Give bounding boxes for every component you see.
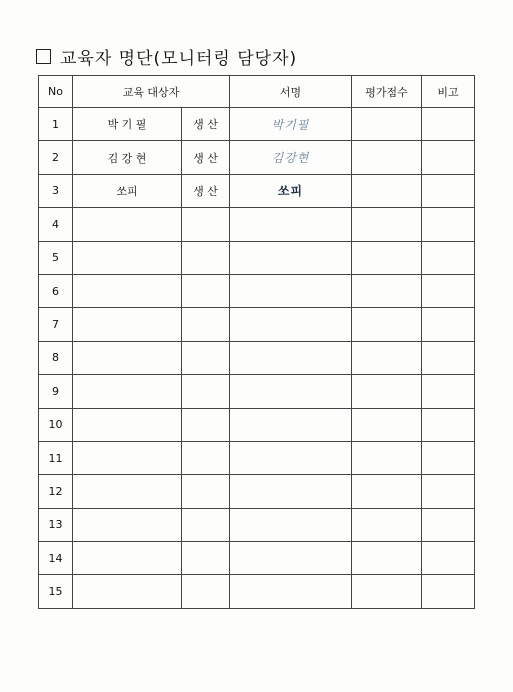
- table-row: [39, 375, 475, 408]
- row-dept: [182, 408, 230, 441]
- row-score: [352, 174, 422, 207]
- table-row: [39, 241, 475, 274]
- table-row: [39, 108, 475, 141]
- row-no: 11: [39, 441, 73, 474]
- row-name: 쏘피: [73, 174, 182, 207]
- row-dept: [182, 542, 230, 575]
- row-name: [73, 575, 182, 608]
- row-no: 7: [39, 308, 73, 341]
- row-name: [73, 441, 182, 474]
- row-note: [422, 441, 475, 474]
- table-row: [39, 542, 475, 575]
- row-note: [422, 575, 475, 608]
- row-name: [73, 375, 182, 408]
- row-no: 2: [39, 141, 73, 174]
- row-name: [73, 542, 182, 575]
- row-signature: [230, 308, 352, 341]
- row-note: [422, 208, 475, 241]
- row-dept: [182, 575, 230, 608]
- row-name: [73, 208, 182, 241]
- row-score: [352, 441, 422, 474]
- row-signature: [230, 274, 352, 307]
- row-name: [73, 475, 182, 508]
- table-row: [39, 575, 475, 608]
- row-score: [352, 341, 422, 374]
- header-score: 평가점수: [352, 76, 422, 108]
- row-no: 1: [39, 108, 73, 141]
- row-note: [422, 408, 475, 441]
- row-no: 9: [39, 375, 73, 408]
- page-title-text: 교육자 명단(모니터링 담당자): [60, 49, 298, 69]
- row-dept: [182, 375, 230, 408]
- row-score: [352, 208, 422, 241]
- table-row: [39, 475, 475, 508]
- row-score: [352, 141, 422, 174]
- row-score: [352, 575, 422, 608]
- row-note: [422, 542, 475, 575]
- row-no: 15: [39, 575, 73, 608]
- header-note: 비고: [422, 76, 475, 108]
- row-dept: [182, 341, 230, 374]
- header-signature: 서명: [230, 76, 352, 108]
- row-signature: 쏘피: [230, 174, 352, 207]
- row-signature: [230, 341, 352, 374]
- row-dept: [182, 508, 230, 541]
- row-no: 12: [39, 475, 73, 508]
- row-no: 5: [39, 241, 73, 274]
- table-row: [39, 341, 475, 374]
- row-no: 13: [39, 508, 73, 541]
- row-score: [352, 108, 422, 141]
- header-target: 교육 대상자: [73, 76, 230, 108]
- header-no: No: [39, 76, 73, 108]
- table-row: [39, 174, 475, 207]
- row-name: [73, 508, 182, 541]
- row-dept: [182, 308, 230, 341]
- row-note: [422, 475, 475, 508]
- row-note: [422, 141, 475, 174]
- row-score: [352, 408, 422, 441]
- row-name: 박 기 필: [73, 108, 182, 141]
- row-score: [352, 475, 422, 508]
- row-name: [73, 241, 182, 274]
- row-dept: [182, 475, 230, 508]
- row-no: 10: [39, 408, 73, 441]
- table-row: [39, 274, 475, 307]
- row-score: [352, 508, 422, 541]
- row-signature: 박기필: [230, 108, 352, 141]
- row-signature: [230, 508, 352, 541]
- row-note: [422, 308, 475, 341]
- row-dept: [182, 441, 230, 474]
- row-signature: [230, 575, 352, 608]
- row-dept: [182, 208, 230, 241]
- table-row: [39, 408, 475, 441]
- row-signature: [230, 375, 352, 408]
- row-no: 8: [39, 341, 73, 374]
- table-row: [39, 208, 475, 241]
- row-dept: 생 산: [182, 141, 230, 174]
- row-name: 김 강 현: [73, 141, 182, 174]
- table-header-row: [39, 76, 475, 108]
- row-name: [73, 408, 182, 441]
- row-no: 14: [39, 542, 73, 575]
- row-dept: [182, 274, 230, 307]
- checkbox-empty-icon: [36, 49, 51, 64]
- row-score: [352, 375, 422, 408]
- row-no: 3: [39, 174, 73, 207]
- table-row: [39, 441, 475, 474]
- row-signature: [230, 542, 352, 575]
- row-dept: 생 산: [182, 108, 230, 141]
- row-no: 4: [39, 208, 73, 241]
- row-name: [73, 341, 182, 374]
- table-row: [39, 141, 475, 174]
- row-no: 6: [39, 274, 73, 307]
- row-signature: [230, 208, 352, 241]
- row-name: [73, 274, 182, 307]
- row-signature: [230, 408, 352, 441]
- row-note: [422, 274, 475, 307]
- row-note: [422, 375, 475, 408]
- roster-table: [38, 75, 475, 609]
- row-dept: 생 산: [182, 174, 230, 207]
- row-score: [352, 241, 422, 274]
- row-note: [422, 341, 475, 374]
- table-row: [39, 308, 475, 341]
- row-score: [352, 274, 422, 307]
- row-note: [422, 174, 475, 207]
- row-signature: [230, 441, 352, 474]
- row-note: [422, 508, 475, 541]
- row-name: [73, 308, 182, 341]
- row-signature: 김강현: [230, 141, 352, 174]
- row-signature: [230, 475, 352, 508]
- table-body: [39, 108, 475, 609]
- row-note: [422, 241, 475, 274]
- table-row: [39, 508, 475, 541]
- row-note: [422, 108, 475, 141]
- row-signature: [230, 241, 352, 274]
- row-score: [352, 542, 422, 575]
- row-dept: [182, 241, 230, 274]
- row-score: [352, 308, 422, 341]
- page-title: [36, 44, 297, 69]
